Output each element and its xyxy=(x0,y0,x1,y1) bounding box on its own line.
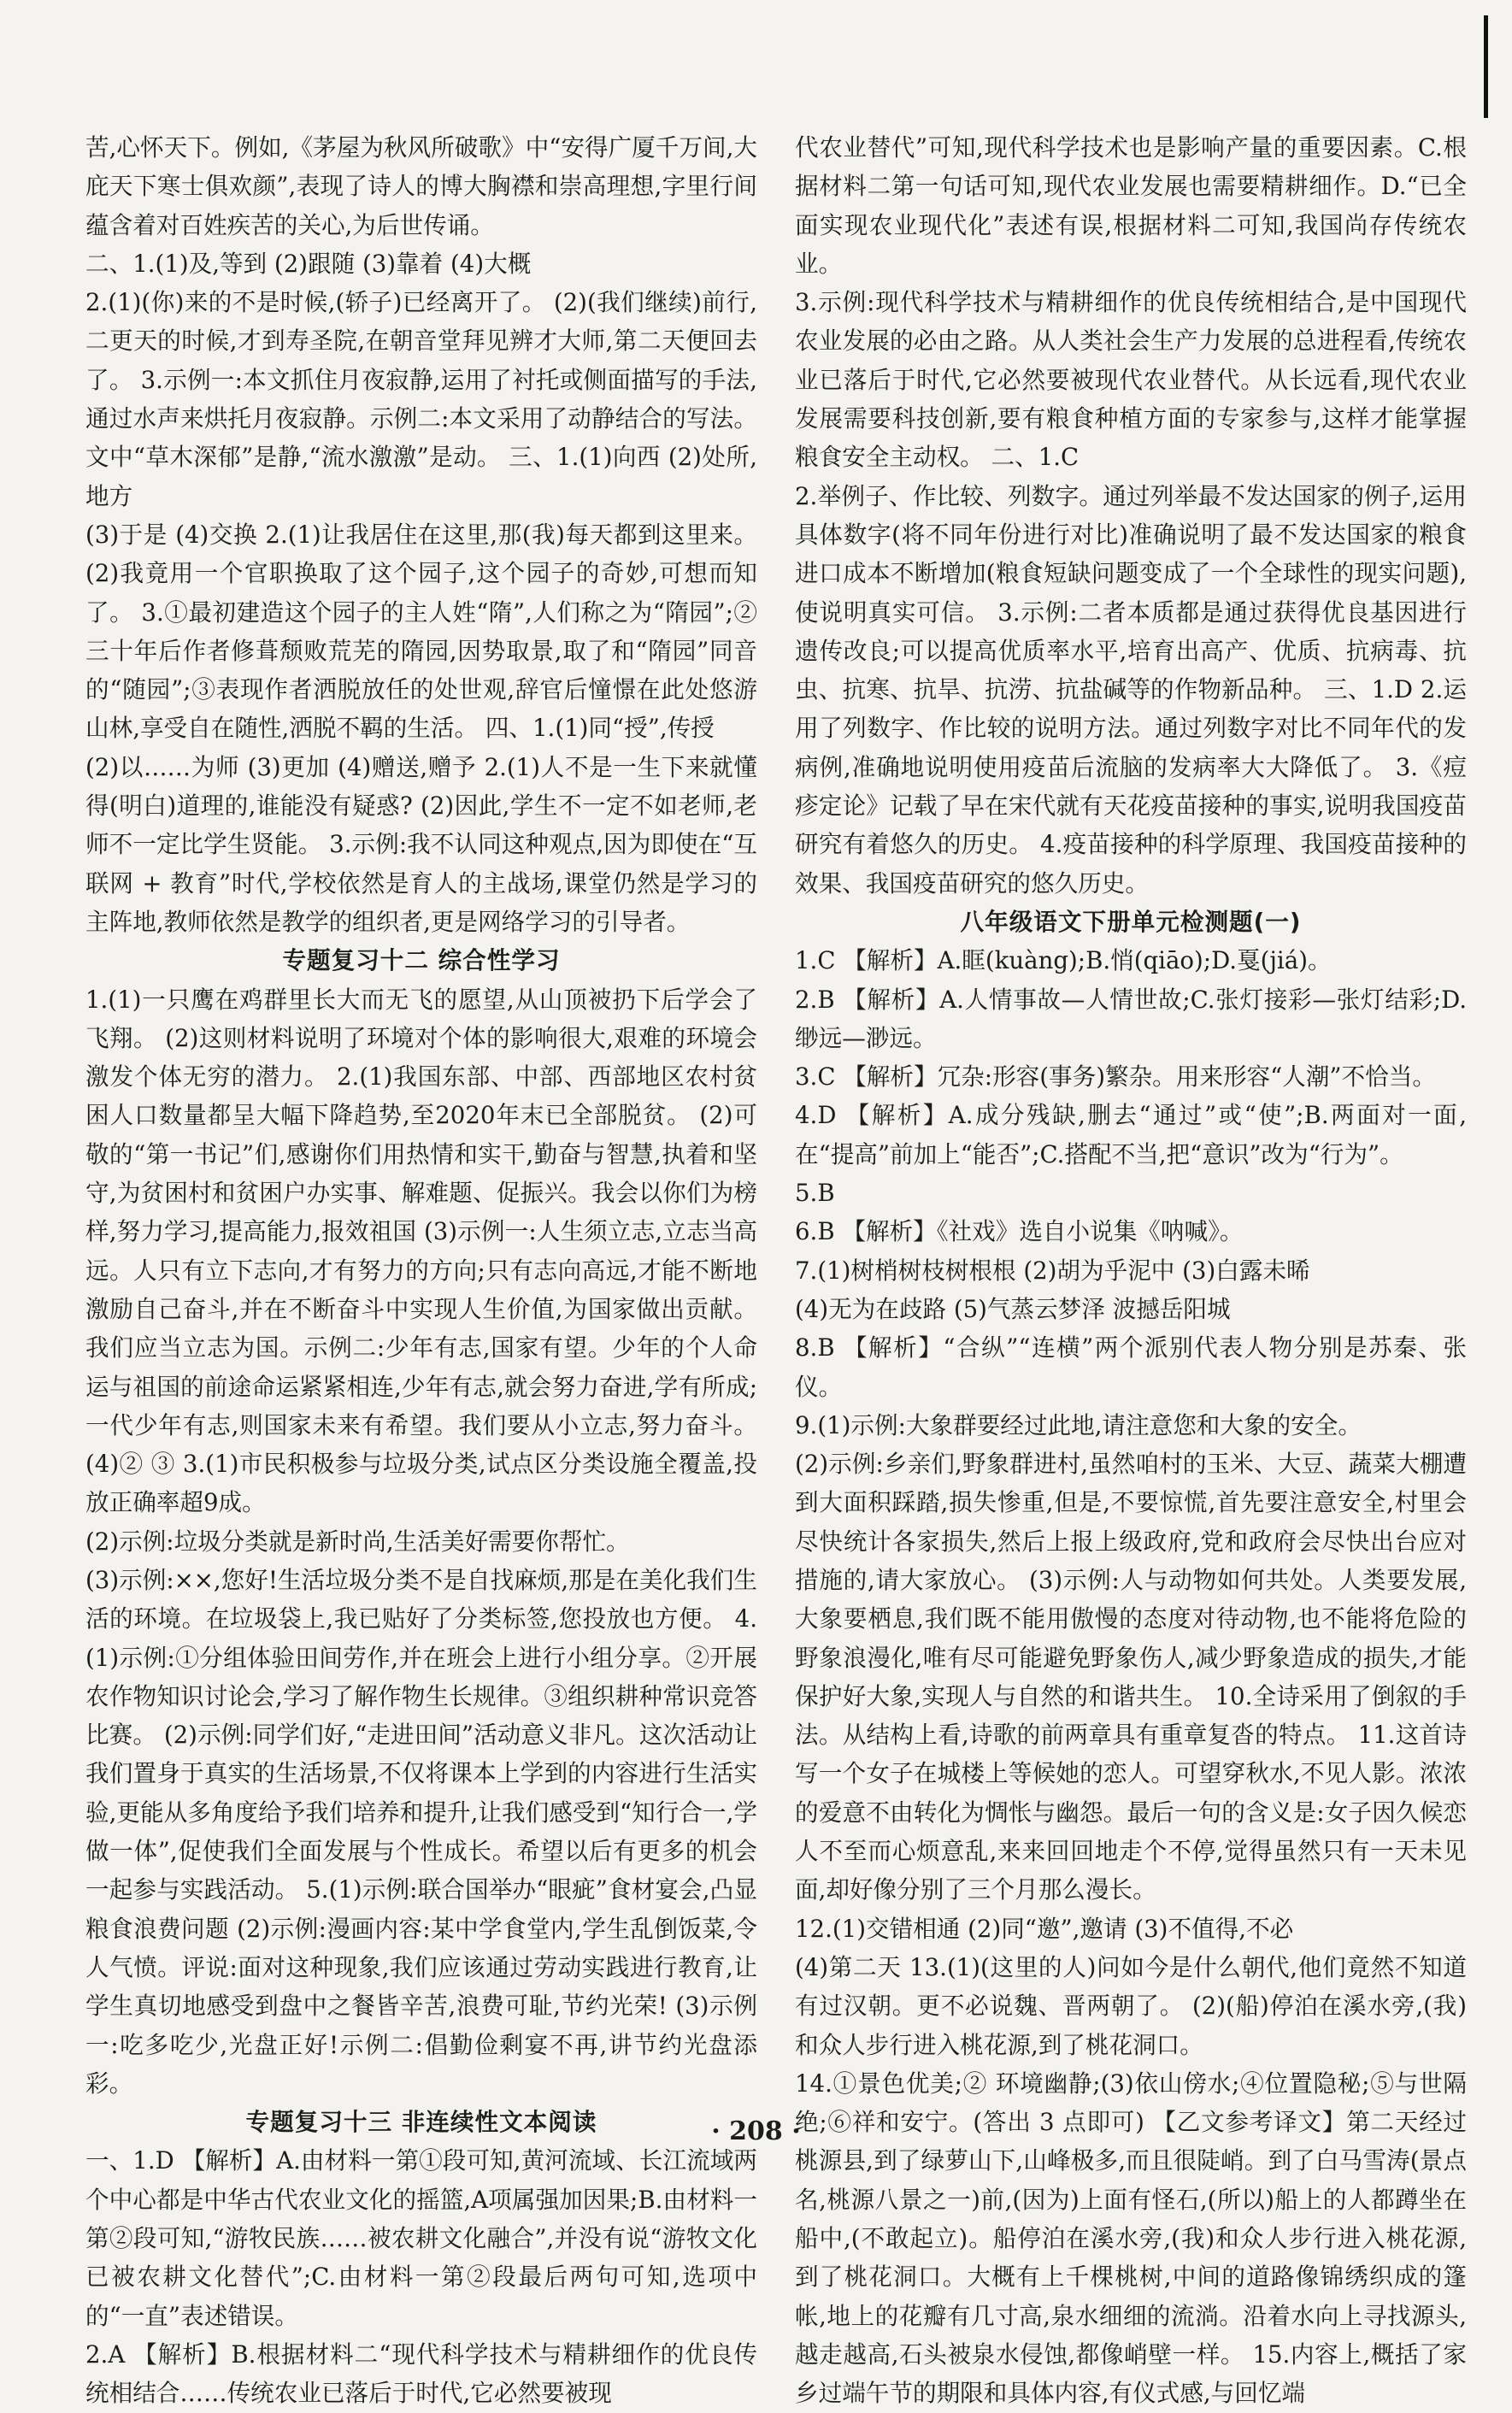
right-column xyxy=(795,128,1467,2413)
paragraph: 6.B 【解析】《社戏》选自小说集《呐喊》。 xyxy=(795,1217,1244,1246)
paragraph: 14.①景色优美;② 环境幽静;(3)依山傍水;④位置隐秘;⑤与世隔绝;⑥祥和安宁。(答出 3 点即可) 【乙文参考译文】第二天经过桃源县,到了绿萝山下,山峰极多,而且很陡峭。到了白马雪涛(景点名,桃源八景之一)前,(因为)上面有怪石,(所以)船上的人都蹲坐在船中,(不敢起立)。船停泊在溪水旁,(我)和众人步行进入桃花源,到了桃花洞口。大概有上千棵桃树,中间的道路像锦绣织成的篷帐,地上的花瓣有几寸高,泉水细细的流淌。沿着水向上寻找源头,越走越高,石头被泉水侵蚀,都像峭壁一样。 15.内容上,概括了家乡过端午节的期限和具体内容,有仪式感,与回忆端 xyxy=(795,2069,1467,2408)
section-heading: 八年级语文下册单元检测题(一) xyxy=(960,907,1302,936)
paragraph: 3.示例:现代科学技术与精耕细作的优良传统相结合,是中国现代农业发展的必由之路。从人类社会生产力发展的总进程看,传统农业已落后于时代,它必然要被现代农业替代。从长远看,现代农业发展需要科技创新,要有粮食种植方面的专家参与,这样才能掌握粮食安全主动权。 二、1.C xyxy=(795,288,1467,472)
paragraph: 4.D 【解析】A.成分残缺,删去“通过”或“使”;B.两面对一面,在“提高”前加上“能否”;C.搭配不当,把“意识”改为“行为”。 xyxy=(795,1101,1467,1168)
paragraph: 代农业替代”可知,现代科学技术也是影响产量的重要因素。C.根据材料二第一句话可知,现代农业发展也需要精耕细作。D.“已全面实现农业现代化”表述有误,根据材料二可知,我国尚存传统农业。 xyxy=(795,133,1467,278)
paragraph: 苦,心怀天下。例如,《茅屋为秋风所破歌》中“安得广厦千万间,大庇天下寒士俱欢颜”,表现了诗人的博大胸襟和崇高理想,字里行间蕴含着对百姓疾苦的关心,为后世传诵。 xyxy=(85,133,757,239)
paragraph: 1.C 【解析】A.眶(kuàng);B.悄(qiāo);D.戛(jiá)。 xyxy=(795,946,1332,975)
paragraph: 9.(1)示例:大象群要经过此地,请注意您和大象的安全。 xyxy=(795,1410,1362,1439)
paragraph: 3.C 【解析】冗杂:形容(事务)繁杂。用来形容“人潮”不恰当。 xyxy=(795,1062,1436,1092)
left-column xyxy=(85,128,757,2413)
paragraph: (3)示例:××,您好!生活垃圾分类不是自找麻烦,那是在美化我们生活的环境。在垃圾袋上,我已贴好了分类标签,您投放也方便。 4.(1)示例:①分组体验田间劳作,并在班会上进行小组分享。②开展农作物知识讨论会,学习了解作物生长规律。③组织耕种常识竞答比赛。 (2)示例:同学们好,“走进田间”活动意义非凡。这次活动让我们置身于真实的生活场景,不仅将课本上学到的内容进行生活实验,更能从多角度给予我们培养和提升,让我们感受到“知行合一,学做一体”,促使我们全面发展与个性成长。希望以后有更多的机会一起参与实践活动。 5.(1)示例:联合国举办“眼疵”食材宴会,凸显粮食浪费问题 (2)示例:漫画内容:某中学食堂内,学生乱倒饭菜,令人气愤。评说:面对这种现象,我们应该通过劳动实践进行教育,让学生真切地感受到盘中之餐皆辛苦,浪费可耻,节约光荣! (3)示例一:吃多吃少,光盘正好!示例二:倡勤俭剩宴不再,讲节约光盘添彩。 xyxy=(85,1565,757,2098)
page-edge-bar xyxy=(1484,15,1488,118)
paragraph: (4)第二天 13.(1)(这里的人)问如今是什么朝代,他们竟然不知道有过汉朝。更不必说魏、晋两朝了。 (2)(船)停泊在溪水旁,(我)和众人步行进入桃花源,到了桃花洞口。 xyxy=(795,1952,1467,2059)
paragraph: (4)无为在歧路 (5)气蒸云梦泽 波撼岳阳城 xyxy=(795,1294,1231,1323)
paragraph: 5.B xyxy=(795,1179,835,1208)
paragraph: 1.(1)一只鹰在鸡群里长大而无飞的愿望,从山顶被扔下后学会了飞翔。 (2)这则材料说明了环境对个体的影响很大,艰难的环境会激发个体无穷的潜力。 2.(1)我国东部、中部、西部地区农村贫困人口数量都呈大幅下降趋势,至2020年末已全部脱贫。 (2)可敬的“第一书记”们,感谢你们用热情和实干,勤奋与智慧,执着和坚守,为贫困村和贫困户办实事、解难题、促振兴。我会以你们为榜样,努力学习,提高能力,报效祖国 (3)示例一:人生须立志,立志当高远。人只有立下志向,才有努力的方向;只有志向高远,才能不断地激励自己奋斗,并在不断奋斗中实现人生价值,为国家做出贡献。我们应当立志为国。示例二:少年有志,国家有望。少年的个人命运与祖国的前途命运紧紧相连,少年有志,就会努力奋进,学有所成;一代少年有志,则国家未来有希望。我们要从小立志,努力奋斗。 (4)② ③ 3.(1)市民积极参与垃圾分类,试点区分类设施全覆盖,投放正确率超9成。 xyxy=(85,985,757,1517)
paragraph: (3)于是 (4)交换 2.(1)让我居住在这里,那(我)每天都到这里来。 (2)我竟用一个官职换取了这个园子,这个园子的奇妙,可想而知了。 3.①最初建造这个园子的主人姓“隋”,人们称之为“隋园”;②三十年后作者修葺颓败荒芜的隋园,因势取景,取了和“隋园”同音的“随园”;③表现作者洒脱放任的处世观,辞官后憧憬在此处悠游山林,享受自在随性,洒脱不羁的生活。 四、1.(1)同“授”,传授 xyxy=(85,520,757,743)
paragraph: 12.(1)交错相通 (2)同“邀”,邀请 (3)不值得,不必 xyxy=(795,1914,1294,1943)
paragraph: 一、1.D 【解析】A.由材料一第①段可知,黄河流域、长江流域两个中心都是中华古代农业文化的摇篮,A项属强加因果;B.由材料一第②段可知,“游牧民族……被农耕文化融合”,并没有说“游牧文化已被农耕文化替代”;C.由材料一第②段最后两句可知,选项中的“一直”表述错误。 xyxy=(85,2146,757,2330)
paragraph: 2.A 【解析】B.根据材料二“现代科学技术与精耕细作的优良传统相结合……传统农业已落后于时代,它必然要被现 xyxy=(85,2339,757,2408)
paragraph: 2.(1)(你)来的不是时候,(轿子)已经离开了。 (2)(我们继续)前行,二更天的时候,才到寿圣院,在朝音堂拜见辨才大师,第二天便回去了。 3.示例一:本文抓住月夜寂静,运用了衬托或侧面描写的手法,通过水声来烘托月夜寂静。示例二:本文采用了动静结合的写法。文中“草木深郁”是静,“流水激激”是动。 三、1.(1)向西 (2)处所,地方 xyxy=(85,288,757,510)
paragraph: 7.(1)树梢树枝树根根 (2)胡为乎泥中 (3)白露未晞 xyxy=(795,1256,1310,1285)
paragraph: 2.B 【解析】A.人情事故—人情世故;C.张灯接彩—张灯结彩;D.缈远—渺远。 xyxy=(795,985,1467,1052)
paragraph: 2.举例子、作比较、列数字。通过列举最不发达国家的例子,运用具体数字(将不同年份进行对比)准确说明了最不发达国家的粮食进口成本不断增加(粮食短缺问题变成了一个全球性的现实问题),使说明真实可信。 3.示例:二者本质都是通过获得优良基因进行遗传改良;可以提高优质率水平,培育出高产、优质、抗病毒、抗虫、抗寒、抗旱、抗涝、抗盐碱等的作物新品种。 三、1.D 2.运用了列数字、作比较的说明方法。通过列数字对比不同年代的发病例,准确地说明使用疫苗后流脑的发病率大大降低了。 3.《痘疹定论》记载了早在宋代就有天花疫苗接种的事实,说明我国疫苗研究有着悠久的历史。 4.疫苗接种的科学原理、我国疫苗接种的效果、我国疫苗研究的悠久历史。 xyxy=(795,481,1467,898)
section-heading: 专题复习十三 非连续性文本阅读 xyxy=(245,2108,597,2137)
paragraph: (2)以……为师 (3)更加 (4)赠送,赠予 2.(1)人不是一生下来就懂得(明白)道理的,谁能没有疑惑? (2)因此,学生不一定不如老师,老师不一定比学生贤能。 3.示例:我不认同这种观点,因为即使在“互联网 + 教育”时代,学校依然是育人的主战场,课堂仍然是学习的主阵地,教师依然是教学的组织者,更是网络学习的引导者。 xyxy=(85,752,757,936)
paragraph: 二、1.(1)及,等到 (2)跟随 (3)靠着 (4)大概 xyxy=(85,249,532,278)
section-heading: 专题复习十二 综合性学习 xyxy=(282,946,561,975)
page-number: · 208 · xyxy=(711,2116,801,2146)
paragraph: (2)示例:乡亲们,野象群进村,虽然咱村的玉米、大豆、蔬菜大棚遭到大面积踩踏,损失惨重,但是,不要惊慌,首先要注意安全,村里会尽快统计各家损失,然后上报上级政府,党和政府会尽快出台应对措施的,请大家放心。 (3)示例:人与动物如何共处。人类要发展,大象要栖息,我们既不能用傲慢的态度对待动物,也不能将危险的野象浪漫化,唯有尽可能避免野象伤人,减少野象造成的损失,才能保护好大象,实现人与自然的和谐共生。 10.全诗采用了倒叙的手法。从结构上看,诗歌的前两章具有重章复沓的特点。 11.这首诗写一个女子在城楼上等候她的恋人。可望穿秋水,不见人影。浓浓的爱意不由转化为惆怅与幽怨。最后一句的含义是:女子因久候恋人不至而心烦意乱,来来回回地走个不停,觉得虽然只有一天未见面,却好像分别了三个月那么漫长。 xyxy=(795,1450,1467,1904)
paragraph: (2)示例:垃圾分类就是新时尚,生活美好需要你帮忙。 xyxy=(85,1527,630,1556)
paragraph: 8.B 【解析】“合纵”“连横”两个派别代表人物分别是苏秦、张仪。 xyxy=(795,1333,1467,1401)
